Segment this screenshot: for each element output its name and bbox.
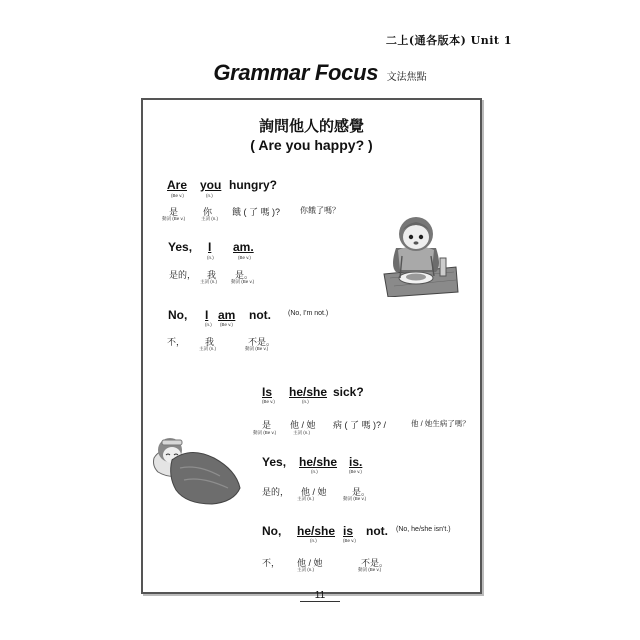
tag-be: (Be v.) [171, 193, 184, 198]
sick-boy-illustration [150, 428, 242, 508]
word-is: Is [262, 385, 273, 399]
yes-zh-1: 是的， [169, 270, 197, 280]
zh-trans: 你餓了嗎？ [300, 206, 340, 215]
page-number: 11 [300, 590, 340, 602]
section-title-zh: 詢問他人的感覺 [258, 118, 364, 135]
no-tag-n: (n.) [205, 322, 212, 327]
yes2-zh-2: 他 / 她 [301, 487, 327, 497]
yes2-word: Yes, [262, 455, 287, 469]
yes2-zh-tag-be: 動詞 (Be v.) [343, 496, 367, 501]
yes-tag-be: (Be v.) [238, 255, 251, 260]
zh-tag-be: 動詞 (Be v.) [162, 216, 186, 221]
zh-tag-n: 主詞 (n.) [201, 216, 219, 221]
yes-tag-n: (n.) [207, 255, 214, 260]
no-note: (No, I'm not.) [288, 310, 329, 317]
no2-zh-tag-be: 動詞 (Be v.) [358, 567, 382, 572]
q2-zh-2: 他 / 她 [290, 420, 316, 430]
no2-zh-3: 不是。 [361, 558, 389, 568]
no2-word: No, [262, 524, 282, 538]
yes2-zh-3: 是。 [352, 487, 371, 497]
q2-zh-tag-n: 主詞 (n.) [293, 430, 311, 435]
yes-i: I [208, 240, 212, 254]
yes-zh-2: 我 [207, 270, 217, 280]
unit-header: 二上(通各版本) Unit 1 [385, 34, 512, 47]
section-title-en: ( Are you happy? ) [250, 137, 373, 153]
zh-shi: 是 [169, 207, 179, 217]
word-he-she: he/she [289, 385, 328, 399]
page-title [0, 60, 640, 86]
content-frame [141, 98, 482, 594]
no-tag-be: (Be v.) [220, 322, 233, 327]
q2-zh-tag-be: 動詞 (Be v.) [253, 430, 277, 435]
yes2-tag-be: (Be v.) [349, 469, 362, 474]
word-you: you [200, 178, 222, 192]
q2-zh-trans: 他 / 她生病了嗎？ [411, 419, 470, 428]
yes-zh-3: 是。 [235, 270, 254, 280]
yes2-is: is. [349, 455, 363, 469]
tag-n: (n.) [206, 193, 213, 198]
yes2-he-she: he/she [299, 455, 338, 469]
no-zh-tag-n: 主詞 (n.) [199, 346, 217, 351]
word-are: Are [167, 178, 188, 192]
no2-is: is [343, 524, 354, 538]
q2-zh-3: 病 ( 了 嗎 )? / [333, 420, 387, 430]
q2-tag-be: (Be v.) [262, 399, 275, 404]
yes2-tag-n: (n.) [311, 469, 318, 474]
yes2-zh-tag-n: 主詞 (n.) [297, 496, 315, 501]
girl-eating-illustration [380, 212, 460, 297]
yes-zh-tag-be: 動詞 (Be v.) [231, 279, 255, 284]
no2-tag-be: (Be v.) [343, 538, 356, 543]
title-en: Grammar Focus [213, 60, 379, 85]
no-i: I [205, 308, 209, 322]
q2-zh-1: 是 [262, 420, 272, 430]
title-zh: 文法焦點 [386, 72, 427, 83]
no-am: am [218, 308, 236, 322]
no-word: No, [168, 308, 188, 322]
yes-am: am. [233, 240, 254, 254]
no-zh-tag-be: 動詞 (Be v.) [245, 346, 269, 351]
no2-not: not. [366, 524, 388, 538]
zh-e: 餓 ( 了 嗎 )? [232, 207, 281, 217]
no2-zh-1: 不， [262, 558, 281, 568]
no2-zh-tag-n: 主詞 (n.) [297, 567, 315, 572]
no2-note: (No, he/she isn't.) [396, 526, 451, 533]
word-hungry: hungry? [229, 178, 277, 192]
no-zh-2: 我 [205, 337, 215, 347]
no2-tag-n: (n.) [310, 538, 317, 543]
yes2-zh-1: 是的， [262, 487, 290, 497]
zh-ni: 你 [203, 207, 213, 217]
q2-tag-n: (n.) [302, 399, 309, 404]
word-sick: sick? [333, 385, 364, 399]
no-not: not. [249, 308, 271, 322]
no2-he-she: he/she [297, 524, 336, 538]
no-zh-1: 不， [167, 337, 186, 347]
no-zh-3: 不是。 [248, 337, 276, 347]
yes-zh-tag-n: 主詞 (n.) [200, 279, 218, 284]
no2-zh-2: 他 / 她 [297, 558, 323, 568]
yes-word: Yes, [168, 240, 193, 254]
